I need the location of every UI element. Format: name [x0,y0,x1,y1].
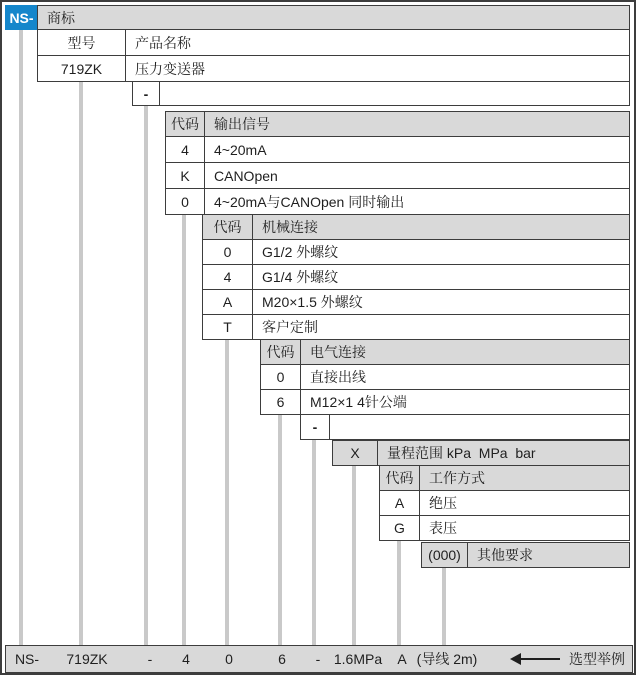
elec-conn-code: 0 [260,364,301,390]
mech-conn-desc: G1/4 外螺纹 [252,264,630,290]
example-part: - [147,651,153,667]
example-part: A [397,651,407,667]
model-cell: 719ZK [37,55,126,82]
range-code-cell: X [332,440,378,466]
output-signal-desc: 4~20mA [204,136,630,163]
example-part: 0 [225,651,233,667]
mech-conn-code: T [202,314,253,340]
output-signal-desc: 4~20mA与CANOpen 同时输出 [204,188,630,215]
other-req-code-cell: (000) [421,542,468,568]
connector-line [442,568,446,645]
model-label-cell: 型号 [37,29,126,56]
connector-line [225,340,229,645]
elec-conn-desc: M12×1 4针公端 [300,389,630,415]
work-mode-desc: 表压 [419,515,630,541]
output-signal-code-header: 代码 [165,111,205,137]
work-mode-desc: 绝压 [419,490,630,516]
example-part: 1.6MPa [333,651,383,667]
connector-line [352,466,356,645]
elec-conn-desc: 直接出线 [300,364,630,390]
product-name-label-cell: 产品名称 [125,29,630,56]
output-signal-code: 4 [165,136,205,163]
connector-line [278,415,282,645]
brand-badge: NS- [5,5,38,30]
work-mode-code: A [379,490,420,516]
output-signal-desc: CANOpen [204,162,630,189]
mech-conn-desc: G1/2 外螺纹 [252,239,630,265]
mech-conn-desc: M20×1.5 外螺纹 [252,289,630,315]
example-part: NS- [14,651,40,667]
product-name-cell: 压力变送器 [125,55,630,82]
mech-conn-code-header: 代码 [202,214,253,240]
example-label: 选型举例 [569,651,625,667]
separator-cell-2: - [300,414,330,440]
example-bar [5,645,633,673]
connector-line [397,541,401,645]
connector-line [19,30,23,645]
work-mode-code-header: 代码 [379,465,420,491]
mech-conn-code: 4 [202,264,253,290]
example-part: 6 [278,651,286,667]
connector-line [312,440,316,645]
connector-line [79,82,83,645]
separator-cell-1: - [132,81,160,106]
other-req-desc-cell: 其他要求 [467,542,630,568]
example-part: 4 [182,651,190,667]
elec-conn-code: 6 [260,389,301,415]
brand-cell: 商标 [37,5,630,30]
work-mode-code: G [379,515,420,541]
output-signal-code: 0 [165,188,205,215]
arrow-tail [520,658,560,660]
separator-filler-2 [329,414,630,440]
range-desc-cell: 量程范围 kPa MPa bar [377,440,630,466]
elec-conn-title: 电气连接 [300,339,630,365]
mech-conn-code: A [202,289,253,315]
output-signal-title: 输出信号 [204,111,630,137]
separator-filler-1 [159,81,630,106]
mech-conn-desc: 客户定制 [252,314,630,340]
example-part: (导线 2m) [416,651,478,667]
example-part: 719ZK [66,651,108,667]
work-mode-title: 工作方式 [419,465,630,491]
connector-line [182,215,186,645]
mech-conn-title: 机械连接 [252,214,630,240]
example-part: - [315,651,321,667]
output-signal-code: K [165,162,205,189]
mech-conn-code: 0 [202,239,253,265]
connector-line [144,106,148,645]
elec-conn-code-header: 代码 [260,339,301,365]
